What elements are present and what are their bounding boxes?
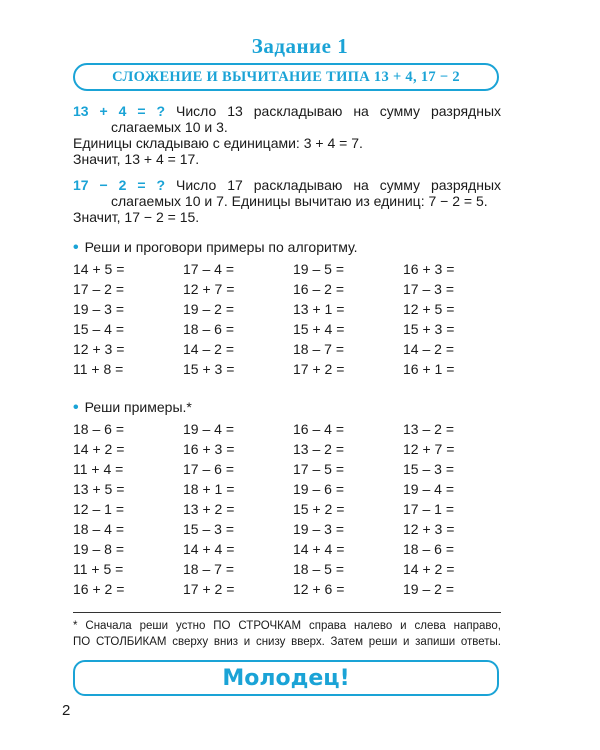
- example-cell: 14 + 4 =: [293, 541, 345, 557]
- bullet-icon: •: [73, 399, 79, 416]
- example-cell: 13 – 2 =: [403, 421, 454, 437]
- example-cell: 11 + 5 =: [73, 561, 124, 577]
- example-cell: 15 + 4 =: [293, 321, 345, 337]
- example-1-line-2: слагаемых 10 и 3.: [111, 119, 228, 135]
- example-row: [73, 299, 513, 319]
- example-cell: 14 – 2 =: [403, 341, 454, 357]
- example-cell: 15 – 4 =: [73, 321, 124, 337]
- example-cell: 12 + 6 =: [293, 581, 345, 597]
- example-row: [73, 339, 513, 359]
- example-cell: 17 – 4 =: [183, 261, 234, 277]
- example-2-line-1: 17 − 2 = ? Число 17 раскладываю на сумму разрядных: [73, 177, 502, 193]
- example-cell: 17 – 5 =: [293, 461, 344, 477]
- example-cell: 15 + 3 =: [403, 321, 455, 337]
- example-cell: 19 – 4 =: [183, 421, 234, 437]
- example-cell: 19 – 3 =: [293, 521, 344, 537]
- bullet-icon: •: [73, 239, 79, 256]
- example-cell: 17 – 3 =: [403, 281, 454, 297]
- example-cell: 17 + 2 =: [183, 581, 235, 597]
- example-1-line-3: Единицы складываю с единицами: 3 + 4 = 7.: [73, 135, 363, 151]
- example-cell: 11 + 8 =: [73, 361, 124, 377]
- example-row: [73, 359, 513, 379]
- example-cell: 17 – 1 =: [403, 501, 454, 517]
- example-cell: 15 + 2 =: [293, 501, 345, 517]
- example-cell: 12 + 7 =: [183, 281, 235, 297]
- example-row: [73, 259, 513, 279]
- praise-text: Молодец!: [222, 665, 350, 691]
- example-cell: 16 – 2 =: [293, 281, 344, 297]
- task-title: Задание 1: [251, 34, 349, 58]
- example-cell: 12 + 7 =: [403, 441, 455, 457]
- topic-banner: [73, 63, 499, 91]
- example-1-line-1: 13 + 4 = ? Число 13 раскладываю на сумму разрядных: [73, 103, 502, 119]
- example-cell: 16 + 2 =: [73, 581, 125, 597]
- example-2-line-3: Значит, 17 − 2 = 15.: [73, 209, 200, 225]
- example-cell: 18 – 6 =: [403, 541, 454, 557]
- example-cell: 14 + 4 =: [183, 541, 235, 557]
- example-row: [73, 559, 513, 579]
- example-cell: 12 + 3 =: [403, 521, 455, 537]
- example-cell: 17 – 2 =: [73, 281, 124, 297]
- example-cell: 18 – 7 =: [293, 341, 344, 357]
- example-cell: 18 – 6 =: [73, 421, 124, 437]
- example-cell: 19 – 5 =: [293, 261, 344, 277]
- example-2: [73, 177, 501, 225]
- example-cell: 16 + 1 =: [403, 361, 455, 377]
- footnote-line-2: ПО СТОЛБИКАМ сверху вниз и снизу вверх. Затем реши и запиши ответы.: [73, 636, 501, 648]
- example-row: [73, 519, 513, 539]
- example-cell: 14 + 2 =: [73, 441, 125, 457]
- example-cell: 15 – 3 =: [183, 521, 234, 537]
- example-cell: 14 – 2 =: [183, 341, 234, 357]
- praise-banner: [73, 660, 499, 696]
- example-row: [73, 319, 513, 339]
- example-2-line-2: слагаемых 10 и 7. Единицы вычитаю из единиц: 7 − 2 = 5.: [111, 193, 488, 209]
- example-cell: 16 – 4 =: [293, 421, 344, 437]
- footnote-divider: [73, 612, 501, 613]
- example-cell: 16 + 3 =: [403, 261, 455, 277]
- example-1-head: 13 + 4 = ?: [73, 103, 166, 119]
- example-row: [73, 459, 513, 479]
- example-row: [73, 539, 513, 559]
- example-cell: 12 + 3 =: [73, 341, 125, 357]
- example-cell: 14 + 2 =: [403, 561, 455, 577]
- footnote: [73, 618, 501, 650]
- task-1-instruction: • Реши и проговори примеры по алгоритму.: [73, 239, 358, 256]
- example-cell: 15 + 3 =: [183, 361, 235, 377]
- example-row: [73, 499, 513, 519]
- example-cell: 19 – 8 =: [73, 541, 124, 557]
- example-cell: 18 – 7 =: [183, 561, 234, 577]
- example-cell: 18 – 6 =: [183, 321, 234, 337]
- example-cell: 16 + 3 =: [183, 441, 235, 457]
- example-row: [73, 579, 513, 599]
- footnote-line-1: * Сначала реши устно ПО СТРОЧКАМ справа налево и слева направо,: [73, 620, 501, 632]
- example-cell: 12 – 1 =: [73, 501, 124, 517]
- task-1-examples: [73, 259, 513, 379]
- example-1-line-4: Значит, 13 + 4 = 17.: [73, 151, 200, 167]
- page-number: 2: [62, 702, 71, 719]
- example-cell: 11 + 4 =: [73, 461, 124, 477]
- example-cell: 17 – 6 =: [183, 461, 234, 477]
- example-cell: 14 + 5 =: [73, 261, 125, 277]
- example-row: [73, 419, 513, 439]
- example-cell: 18 – 5 =: [293, 561, 344, 577]
- example-cell: 19 – 6 =: [293, 481, 344, 497]
- example-cell: 19 – 3 =: [73, 301, 124, 317]
- example-row: [73, 279, 513, 299]
- example-cell: 13 + 1 =: [293, 301, 345, 317]
- example-cell: 18 + 1 =: [183, 481, 235, 497]
- example-1: [73, 103, 501, 167]
- example-cell: 18 – 4 =: [73, 521, 124, 537]
- example-row: [73, 439, 513, 459]
- example-cell: 19 – 2 =: [403, 581, 454, 597]
- example-cell: 15 – 3 =: [403, 461, 454, 477]
- example-cell: 19 – 2 =: [183, 301, 234, 317]
- example-row: [73, 479, 513, 499]
- example-cell: 12 + 5 =: [403, 301, 455, 317]
- task-2-instruction: • Реши примеры.*: [73, 399, 192, 416]
- example-2-head: 17 − 2 = ?: [73, 177, 166, 193]
- example-cell: 13 – 2 =: [293, 441, 344, 457]
- example-cell: 19 – 4 =: [403, 481, 454, 497]
- example-cell: 13 + 5 =: [73, 481, 125, 497]
- topic-text: СЛОЖЕНИЕ И ВЫЧИТАНИЕ ТИПА 13 + 4, 17 − 2: [112, 68, 460, 85]
- task-2-examples: [73, 419, 513, 599]
- example-cell: 17 + 2 =: [293, 361, 345, 377]
- example-cell: 13 + 2 =: [183, 501, 235, 517]
